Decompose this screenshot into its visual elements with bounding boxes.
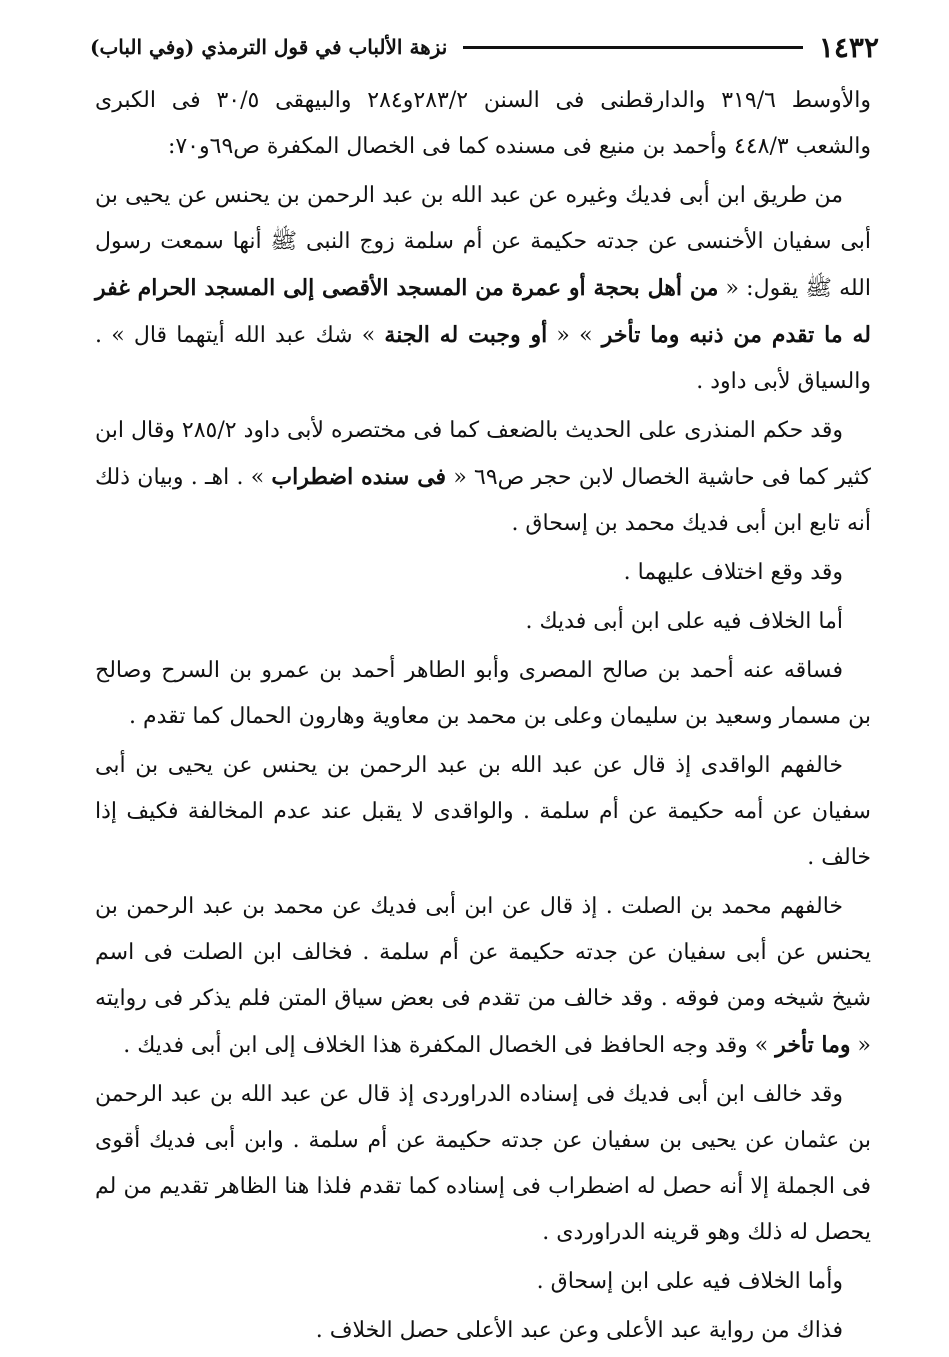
page-number: ١٤٣٢ xyxy=(818,30,879,64)
paragraph-text: أما الخلاف فيه على ابن أبى فديك . xyxy=(525,609,843,634)
paragraph-text: » . اهـ . وبيان ذلك أنه تابع ابن أبى فديك محمد بن إسحاق . xyxy=(95,465,871,536)
paragraph-text: وقد خالف ابن أبى فديك فى إسناده الدراوردى إذ قال عن عبد الله بن عبد الرحمن بن عثمان عن يحيى بن سفيان عن جدته حكيمة عن أم سلمة . وابن أبى فديك أقوى فى الجملة إلا أنه حصل له اضطراب فى إسناده كما تقدم فلذا هنا الظاهر تقديم من لم يحصل له ذلك وهو قرينه الدراوردى . xyxy=(95,1082,871,1245)
paragraph-text: فذاك من رواية عبد الأعلى وعن عبد الأعلى حصل الخلاف . xyxy=(315,1318,843,1343)
page-header xyxy=(90,30,879,64)
running-title: نزهة الألباب في قول الترمذي (وفي الباب) xyxy=(90,35,448,59)
paragraph xyxy=(95,648,871,740)
bold-quote-text: أو وجبت له الجنة xyxy=(384,322,548,348)
header-rule xyxy=(463,46,803,49)
bold-quote-text: وما تأخر xyxy=(775,1032,851,1058)
paragraph-text: وقد حكم المنذرى على الحديث بالضعف كما فى مختصره لأبى داود ٢٨٥/٢ وقال ابن كثير كما فى حاشية الخصال لابن حجر ص٦٩ « xyxy=(95,418,871,490)
bold-quote-text: فى سنده اضطراب xyxy=(271,464,447,490)
paragraph xyxy=(95,408,871,547)
paragraph-text: خالفهم محمد بن الصلت . إذ قال عن ابن أبى فديك عن محمد بن عبد الرحمن بن يحنس عن أبى سفيان عن جدته حكيمة عن أم سلمة . فخالف ابن الصلت فى اسم شيخ شيخه ومن فوقه . وقد خالف من تقدم فى بعض سياق المتن فلم يذكر فى روايته « xyxy=(95,894,871,1058)
paragraph-text: من طريق ابن أبى فديك وغيره عن عبد الله بن عبد الرحمن بن يحنس عن يحيى بن أبى سفيان الأخنسى عن جدته حكيمة عن أم سلمة زوج النبى ﷺ أنها سمعت رسول الله ﷺ يقول: « xyxy=(95,183,871,301)
paragraph xyxy=(95,1072,871,1256)
paragraph xyxy=(95,599,871,645)
paragraph xyxy=(95,1308,871,1354)
paragraph-text: فساقه عنه أحمد بن صالح المصرى وأبو الطاهر أحمد بن عمرو بن السرح وصالح بن مسمار وسعيد بن سليمان وعلى بن محمد بن معاوية وهارون الحمال كما تقدم . xyxy=(95,658,871,729)
body-text xyxy=(95,78,871,1357)
paragraph xyxy=(95,173,871,405)
paragraph-text: » شك عبد الله أيتهما قال » . والسياق لأبى داود . xyxy=(95,323,871,394)
paragraph-text: خالفهم الواقدى إذ قال عن عبد الله بن عبد الرحمن بن يحنس عن يحيى بن أبى سفيان عن أمه حكيمة عن أم سلمة . والواقدى لا يقبل عند عدم المخالفة فكيف إذا خالف . xyxy=(95,753,871,870)
paragraph-text: والأوسط ٣١٩/٦ والدارقطنى فى السنن ٢٨٣/٢و٢٨٤ والبيهقى ٣٠/٥ فى الكبرى والشعب ٤٤٨/٣ وأحمد بن منيع فى مسنده كما فى الخصال المكفرة ص٦٩و٧٠: xyxy=(95,88,872,159)
paragraph xyxy=(95,550,871,596)
paragraph xyxy=(95,1259,871,1305)
paragraph-text: » وقد وجه الحافظ فى الخصال المكفرة هذا الخلاف إلى ابن أبى فديك . xyxy=(123,1033,776,1058)
paragraph xyxy=(95,884,871,1069)
paragraph xyxy=(95,743,871,881)
paragraph xyxy=(95,78,871,170)
bold-quote-text: من أهل بحجة أو عمرة من المسجد الأقصى إلى المسجد الحرام غفر له ما تقدم من ذنبه وما تأخر xyxy=(95,275,871,348)
paragraph-text: وقد وقع اختلاف عليهما . xyxy=(623,560,843,585)
paragraph-text: وأما الخلاف فيه على ابن إسحاق . xyxy=(536,1269,843,1294)
paragraph-text: » « xyxy=(547,323,602,348)
